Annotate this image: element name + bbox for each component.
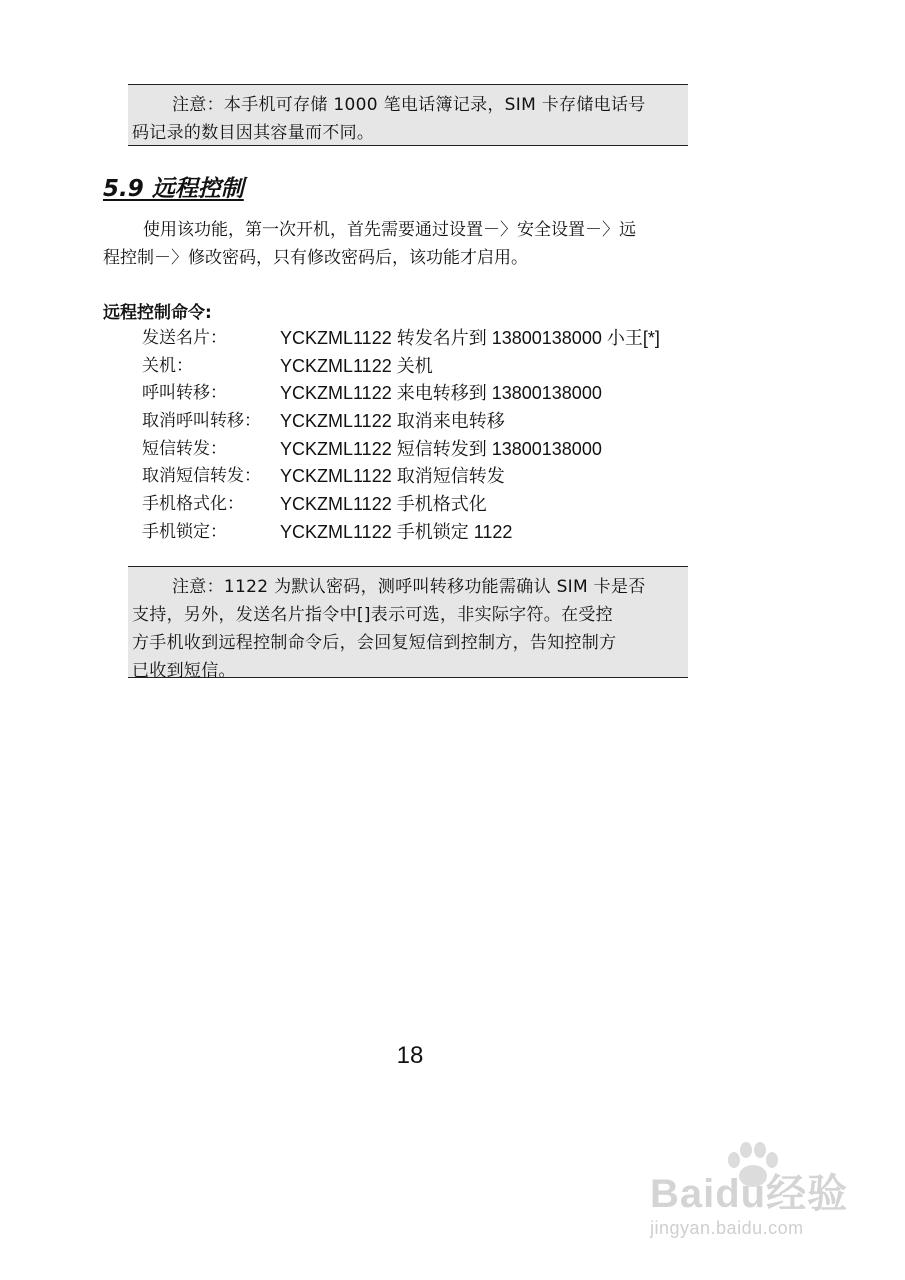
- note-text-line: 已收到短信。: [132, 661, 236, 681]
- paragraph-line: 程控制－〉修改密码，只有修改密码后，该功能才启用。: [103, 248, 528, 268]
- command-label: 手机锁定：: [142, 521, 227, 542]
- command-label: 关机：: [142, 355, 193, 376]
- note-text-line: 注意：1122 为默认密码，测呼叫转移功能需确认 SIM 卡是否: [172, 577, 646, 597]
- note-box-password: [128, 566, 688, 681]
- command-value: YCKZML1122 转发名片到 13800138000 小王[*]: [280, 328, 660, 348]
- command-label: 手机格式化：: [142, 494, 244, 515]
- command-value: YCKZML1122 取消短信转发: [280, 466, 505, 487]
- command-value: YCKZML1122 来电转移到 13800138000: [280, 383, 602, 404]
- note-text-line: 注意：本手机可存储 1000 笔电话簿记录，SIM 卡存储电话号: [172, 95, 646, 115]
- command-value: YCKZML1122 手机锁定 1122: [280, 521, 513, 542]
- command-label: 呼叫转移：: [142, 383, 227, 404]
- paragraph-line: 使用该功能，第一次开机，首先需要通过设置－〉安全设置－〉远: [143, 220, 636, 240]
- watermark-url: jingyan.baidu.com: [650, 1218, 804, 1238]
- note-box-storage: [128, 84, 688, 146]
- command-value: YCKZML1122 关机: [280, 355, 433, 376]
- watermark-brand: Baidu经验: [650, 1172, 849, 1216]
- command-label: 发送名片：: [142, 328, 227, 348]
- page-number: 18: [396, 1042, 424, 1069]
- baidu-watermark: [640, 1140, 880, 1250]
- commands-title: 远程控制命令:: [103, 303, 212, 323]
- command-label: 取消短信转发：: [142, 466, 261, 487]
- note-text-line: 码记录的数目因其容量而不同。: [132, 123, 375, 143]
- command-label: 取消呼叫转移：: [142, 411, 261, 432]
- command-label: 短信转发：: [142, 438, 227, 459]
- command-value: YCKZML1122 取消来电转移: [280, 411, 505, 432]
- section-heading: 5.9 远程控制: [103, 176, 244, 202]
- section-paragraph: [103, 216, 723, 272]
- command-value: YCKZML1122 手机格式化: [280, 494, 487, 515]
- note-text-line: 方手机收到远程控制命令后，会回复短信到控制方，告知控制方: [132, 633, 617, 653]
- note-text-line: 支持，另外，发送名片指令中[]表示可选，非实际字符。在受控: [132, 605, 613, 625]
- command-value: YCKZML1122 短信转发到 13800138000: [280, 438, 602, 459]
